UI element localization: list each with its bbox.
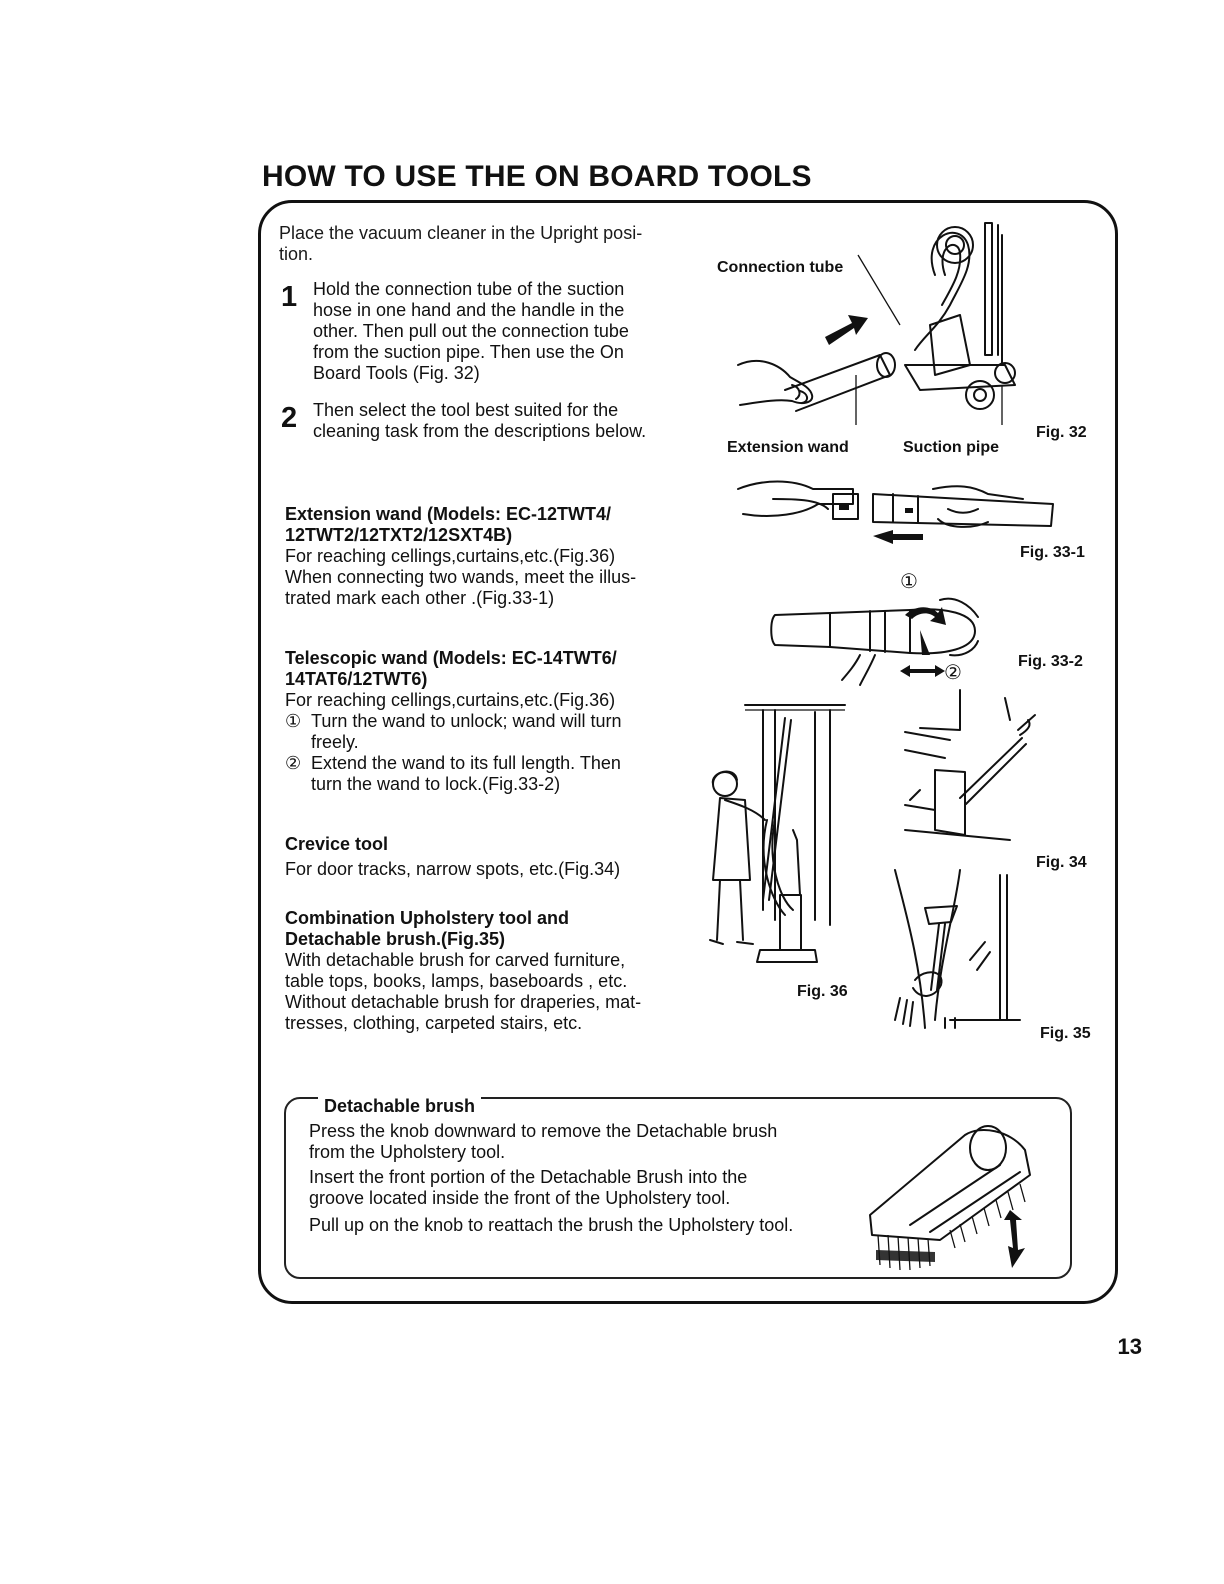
tool-title-line: Combination Upholstery tool and bbox=[285, 908, 569, 928]
sub-item-line: freely. bbox=[311, 732, 359, 752]
tool-telescopic-wand bbox=[285, 648, 695, 795]
step-line: other. Then pull out the connection tube bbox=[313, 321, 629, 341]
fig34-illustration bbox=[900, 690, 1040, 850]
page-number: 13 bbox=[1117, 1334, 1142, 1359]
tool-desc-line: trated mark each other .(Fig.33-1) bbox=[285, 588, 555, 608]
step-text bbox=[313, 279, 693, 384]
intro-text bbox=[279, 223, 699, 265]
tool-description bbox=[285, 546, 695, 609]
tool-desc-line: With detachable brush for carved furniture, bbox=[285, 950, 626, 970]
detachable-brush-text bbox=[309, 1121, 849, 1236]
fig36-illustration bbox=[705, 700, 855, 975]
fig35-label: Fig. 35 bbox=[1040, 1025, 1091, 1042]
tool-extension-wand bbox=[285, 504, 695, 609]
brush-paragraph bbox=[309, 1121, 849, 1163]
step-line: hose in one hand and the handle in the bbox=[313, 300, 625, 320]
brush-illustration bbox=[860, 1120, 1040, 1280]
brush-paragraph bbox=[309, 1215, 849, 1236]
tool-desc-line: tresses, clothing, carpeted stairs, etc. bbox=[285, 1013, 583, 1033]
tool-title-line: 12TWT2/12TXT2/12SXT4B) bbox=[285, 525, 513, 545]
rotate-marker: ① bbox=[900, 571, 918, 593]
fig33-1-illustration bbox=[733, 474, 1053, 564]
tool-title-line: 14TAT6/12TWT6) bbox=[285, 669, 428, 689]
step-line: Then select the tool best suited for the bbox=[313, 400, 619, 420]
tool-crevice bbox=[285, 834, 695, 880]
step-number: 1 bbox=[281, 281, 298, 313]
tool-desc-line: table tops, books, lamps, baseboards , etc. bbox=[285, 971, 628, 991]
tool-title-line: Telescopic wand (Models: EC-14TWT6/ bbox=[285, 648, 617, 668]
tool-desc-line: For reaching cellings,curtains,etc.(Fig.36) bbox=[285, 546, 616, 566]
tool-title bbox=[285, 648, 695, 690]
tool-title-line: Detachable brush.(Fig.35) bbox=[285, 929, 506, 949]
brush-line: from the Upholstery tool. bbox=[309, 1142, 506, 1162]
tool-title-line: Extension wand (Models: EC-12TWT4/ bbox=[285, 504, 612, 524]
brush-line: Insert the front portion of the Detachable Brush into the bbox=[309, 1167, 748, 1187]
step-line: Board Tools (Fig. 32) bbox=[313, 363, 480, 383]
sub-item-line: turn the wand to lock.(Fig.33-2) bbox=[311, 774, 561, 794]
tool-desc-line: Without detachable brush for draperies, mat- bbox=[285, 992, 642, 1012]
intro-line: tion. bbox=[279, 244, 314, 264]
sub-item-line: Turn the wand to unlock; wand will turn bbox=[311, 711, 622, 731]
sub-item-marker: ① bbox=[285, 711, 302, 731]
sub-item-line: Extend the wand to its full length. Then bbox=[311, 753, 621, 773]
fig33-2-illustration bbox=[770, 585, 1000, 690]
callout-suction-pipe: Suction pipe bbox=[903, 439, 999, 456]
fig36-label: Fig. 36 bbox=[797, 983, 848, 1000]
fig33-2-label: Fig. 33-2 bbox=[1018, 653, 1083, 670]
brush-line: Press the knob downward to remove the Detachable brush bbox=[309, 1121, 778, 1141]
step-line: from the suction pipe. Then use the On bbox=[313, 342, 624, 362]
extend-marker: ② bbox=[944, 662, 962, 684]
tool-description bbox=[285, 690, 695, 795]
step-line: Hold the connection tube of the suction bbox=[313, 279, 625, 299]
step-number: 2 bbox=[281, 402, 298, 434]
tool-upholstery bbox=[285, 908, 695, 1034]
fig34-label: Fig. 34 bbox=[1036, 854, 1087, 871]
tool-desc-line: When connecting two wands, meet the illus- bbox=[285, 567, 637, 587]
fig32-label: Fig. 32 bbox=[1036, 424, 1087, 441]
tool-description bbox=[285, 950, 695, 1034]
brush-line: groove located inside the front of the Upholstery tool. bbox=[309, 1188, 731, 1208]
fig33-1-label: Fig. 33-1 bbox=[1020, 544, 1085, 561]
tool-title bbox=[285, 908, 695, 950]
step-text bbox=[313, 400, 693, 442]
sub-item-marker: ② bbox=[285, 753, 302, 773]
detachable-brush-title: Detachable brush bbox=[318, 1096, 481, 1117]
page-title: HOW TO USE THE ON BOARD TOOLS bbox=[262, 160, 812, 193]
callout-extension-wand: Extension wand bbox=[727, 439, 849, 456]
callout-connection-tube: Connection tube bbox=[717, 259, 844, 276]
intro-line: Place the vacuum cleaner in the Upright posi- bbox=[279, 223, 643, 243]
sub-item bbox=[285, 753, 695, 795]
fig32-illustration bbox=[730, 215, 1030, 420]
brush-paragraph bbox=[309, 1167, 849, 1209]
tool-description: For door tracks, narrow spots, etc.(Fig.34) bbox=[285, 859, 621, 879]
fig35-illustration bbox=[885, 870, 1025, 1030]
sub-item bbox=[285, 711, 695, 753]
tool-title bbox=[285, 504, 695, 546]
step-line: cleaning task from the descriptions below. bbox=[313, 421, 647, 441]
brush-line: Pull up on the knob to reattach the brush the Upholstery tool. bbox=[309, 1215, 794, 1235]
tool-desc-line: For reaching cellings,curtains,etc.(Fig.36) bbox=[285, 690, 616, 710]
tool-title: Crevice tool bbox=[285, 834, 389, 854]
